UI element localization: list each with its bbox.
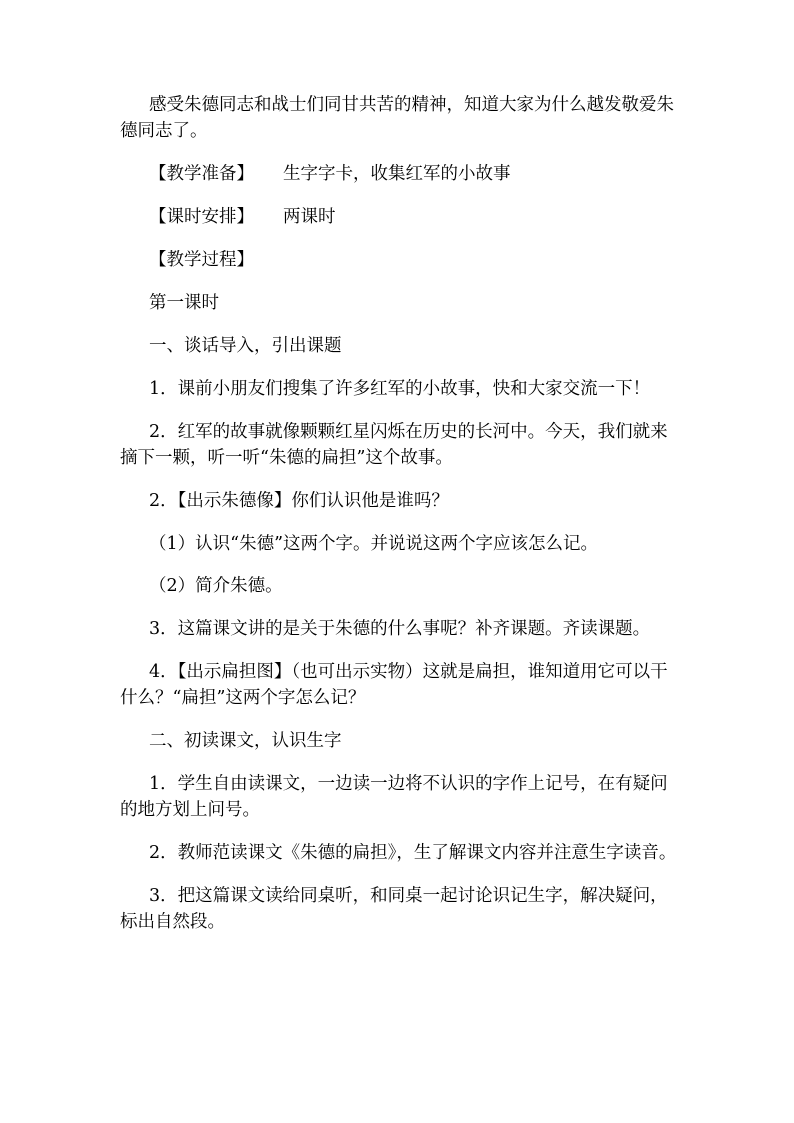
section-one-item-2: 2．红军的故事就像颗颗红星闪烁在历史的长河中。今天，我们就来摘下一颗，听一听“朱德的扁担”这个故事。: [120, 422, 668, 468]
section-two-title: 二、初读课文，认识生字: [149, 731, 342, 751]
preparation-label: 【教学准备】: [149, 164, 254, 184]
process-label: 【教学过程】: [149, 250, 254, 270]
section-two-item-1: 1．学生自由读课文，一边读一边将不认识的字作上记号，在有疑问的地方划上问号。: [120, 774, 668, 820]
intro-paragraph: 感受朱德同志和战士们同甘共苦的精神，知道大家为什么越发敬爱朱德同志了。: [120, 95, 674, 141]
section-one-item-3-sub-2: （2）简介朱德。: [149, 576, 283, 596]
section-one-item-4: 3．这篇课文讲的是关于朱德的什么事呢？补齐课题。齐读课题。: [149, 619, 651, 639]
section-one-title: 一、谈话导入，引出课题: [149, 336, 342, 356]
schedule-line: [120, 204, 680, 230]
schedule-label: 【课时安排】: [149, 207, 254, 227]
section-one-item-3-sub-1: （1）认识“朱德”这两个字。并说说这两个字应该怎么记。: [149, 534, 599, 554]
section-two-item-2: 2．教师范读课文《朱德的扁担》，生了解课文内容并注意生字读音。: [149, 843, 677, 863]
section-one-item-5: 4．【出示扁担图】（也可出示实物）这就是扁担，谁知道用它可以干什么？“扁担”这两个字怎么记？: [120, 662, 668, 708]
schedule-value: 两课时: [283, 207, 336, 227]
section-one-item-1: 1．课前小朋友们搜集了许多红军的小故事，快和大家交流一下！: [149, 379, 651, 399]
lesson-one-heading: 第一课时: [149, 293, 219, 313]
preparation-line: [120, 161, 680, 187]
document-body: [120, 92, 680, 952]
preparation-value: 生字字卡，收集红军的小故事: [283, 164, 511, 184]
section-one-item-3: 2．【出示朱德像】你们认识他是谁吗？: [149, 491, 449, 511]
section-two-item-3: 3．把这篇课文读给同桌听，和同桌一起讨论识记生字，解决疑问，标出自然段。: [120, 886, 668, 932]
